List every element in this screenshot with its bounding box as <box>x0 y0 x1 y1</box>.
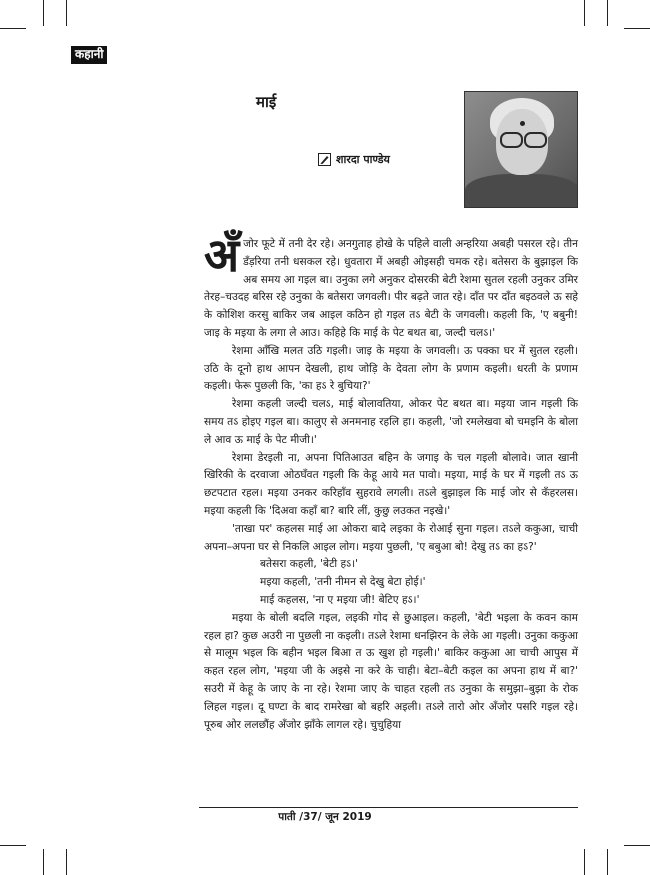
paragraph-text: जोर फूटे में तनी देर रहे। अनगुताह होखे के पहिले वाली अन्हरिया अबही पसरल रहे। तीन डँड़रिया तनी धसकल रहे। धुवतारा में अबही ओइसही चमक रहे। बतेसरा के बुझाइल कि अब समय आ गइल बा। उनुका लगे अनुकर दोसरकी बेटी रेशमा सुतल रहली उनुकर उमिर तेरह–चउदह बरिस रहे उनुका के बतेसरा जगवली। पीर बढ़ते जात रहे। दाँत पर दाँत बइठवले ऊ सहे के कोशिश करसु बाकिर जब आइल कठिन हो गइल तऽ बेटी के जगवली। कहली कि, 'ए बबुनी! जाइ के मइया के लगा ले आउ। कहिहे कि माई के पेट बथत बा, जल्दी चलऽ।' <box>204 238 578 339</box>
page-footer: पाती /37/ जून 2019 <box>278 811 372 823</box>
author-photo <box>464 91 578 208</box>
crop-mark <box>0 28 26 29</box>
crop-mark <box>607 849 608 875</box>
story-paragraph <box>204 396 578 449</box>
story-paragraph <box>204 610 578 735</box>
crop-mark <box>0 845 26 846</box>
story-title: माई <box>256 93 277 111</box>
story-body <box>204 228 578 734</box>
crop-mark <box>624 845 650 846</box>
crop-mark <box>66 0 67 26</box>
crop-mark <box>624 28 650 29</box>
story-paragraph <box>204 592 578 610</box>
story-paragraph <box>204 521 578 557</box>
paragraph-text: रेशमा डेरइली ना, अपना पितिआउत बहिन के जगाइ के चल गइली बोलावे। जात खानी खिरिकी के दरवाजा ओठघँवत गइली कि केहू आये मत पावो। मइया, माई के घर में गइली तऽ ऊ छटपटात रहल। मइया उनकर करिहाँव सुहरावे लगली। तऽले बुझाइल कि माई जोर से कँहरलस। मइया कहली कि 'दिअवा कहाँ बा? बारि लीं, कुछु लउकत नइखे।' <box>204 451 578 517</box>
section-tag: कहानी <box>71 46 107 64</box>
paragraph-text: मइया कहली, 'तनी नीमन से देखु बेटा होई।' <box>260 576 426 589</box>
paragraph-text: 'ताखा पर' कहलस माई आ ओकरा बादे लइका के रोआई सुना गइल। तऽले ककुआ, चाची अपना–अपना घर से निकलि आइल लोग। मइया पुछली, 'ए बबुआ बो! देखु तऽ का हऽ?' <box>204 522 578 553</box>
crop-mark <box>43 0 44 26</box>
crop-mark <box>607 0 608 26</box>
footer-divider <box>199 807 578 808</box>
story-paragraph <box>204 574 578 592</box>
pen-icon <box>318 153 331 166</box>
story-paragraph <box>204 450 578 521</box>
paragraph-text: रेशमा आँखि मलत उठि गइली। जाइ के मइया के जगवली। ऊ पक्का घर में सुतल रहली। उठि के दूनो हाथ आपन देखली, हाथ जोड़ि के देवता लोग के प्रणाम कइली। धरती के प्रणाम कइली। फेरू पुछली कि, 'का हऽ रे बुचिया?' <box>204 344 578 393</box>
paragraph-text: माई कहलस, 'ना ए मइया जी! बेटिए हऽ।' <box>260 593 420 606</box>
crop-mark <box>66 849 67 875</box>
story-paragraph <box>204 556 578 574</box>
paragraph-text: बतेसरा कहली, 'बेटी हऽ।' <box>260 558 359 571</box>
author-name: शारदा पाण्डेय <box>336 153 390 166</box>
paragraph-text: रेशमा कहली जल्दी चलऽ, माई बोलावतिया, ओकर पेट बथत बा। मइया जान गइली कि समय तऽ होइए गइल बा। कालुए से अनमनाह रहलि हा। कहली, 'जो रमलेखवा बो चमइनि के बोला ले आव ऊ माई के पेट मीजी।' <box>204 398 578 446</box>
drop-cap: अँ <box>204 228 240 282</box>
crop-mark <box>43 849 44 875</box>
crop-mark <box>584 0 585 26</box>
story-paragraph <box>204 228 578 343</box>
paragraph-text: मइया के बोली बदलि गइल, लइकी गोद से छुआइल। कहली, 'बेटी भइला के कवन काम रहल हा? कुछ अउरी ना पुछली ना कइली। तऽले रेशमा धनझिरन के लेके आ गइली। उनुका ककुआ से मालूम भइल कि बहीन भइल बिआ त ऊ खुश हो गइली।' बाकिर ककुआ आ चाची आपुस में कहत रहल लोग, 'मइया जी के अइसे ना करे के चाही। बेटा–बेटी कइल का अपना हाथ में बा?' सउरी में केहू के जाए के ना रहे। रेशमा जाए के चाहत रहली तऽ उनुका के समुझा–बुझा के रोक लिहल गइल। दू घण्टा के बाद रामरेखा बो बहरि अइली। तऽले तारो ओर अँजोर पसरि गइल रहे। पूरुब ओर ललछौंह अँजोर झाँके लागल रहे। चुचुहिया <box>204 611 578 731</box>
crop-mark <box>584 849 585 875</box>
byline <box>318 152 390 167</box>
story-paragraph <box>204 343 578 396</box>
